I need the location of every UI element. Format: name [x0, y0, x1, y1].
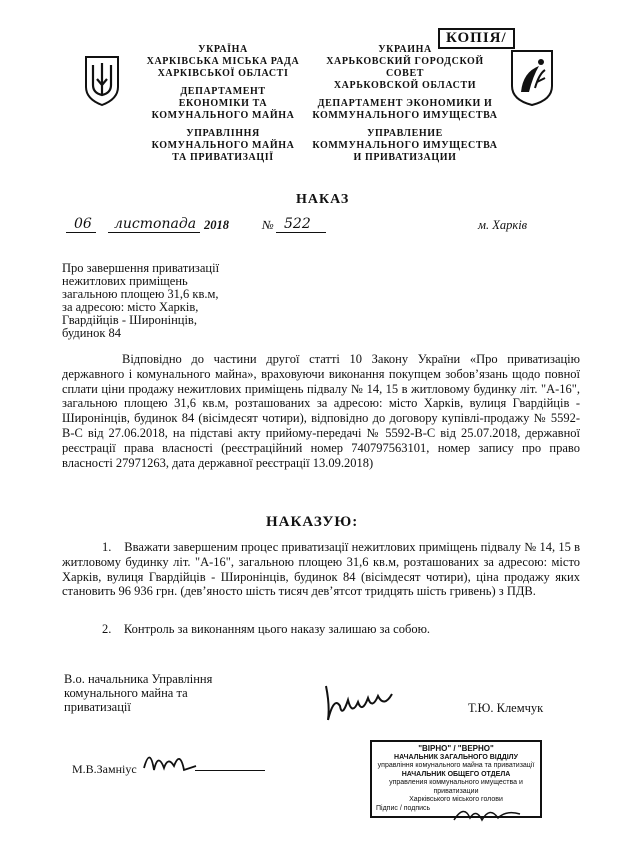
signatory-name: Т.Ю. Клемчук [468, 701, 544, 715]
kharkiv-coat-of-arms [509, 48, 555, 108]
order-title: НАКАЗ [296, 192, 350, 207]
number-prefix: № [262, 218, 274, 232]
ukraine-trident-emblem [83, 55, 121, 107]
subject-line: Гвардійців - Широнінців, [62, 313, 197, 327]
position-line: В.о. начальника Управління [64, 672, 213, 686]
stamp-line: Харківського міського голови [409, 796, 503, 803]
stamp-line: управления коммунального имущества и приватизации [389, 779, 523, 795]
date-day: 06 [74, 216, 92, 232]
subject-line: будинок 84 [62, 326, 122, 340]
order-subject [62, 262, 282, 340]
executor-name: М.В.Замніус [72, 762, 137, 776]
subject-line: за адресою: місто Харків, [62, 300, 199, 314]
header-left [138, 44, 308, 164]
order-item-2 [62, 622, 580, 637]
stamp-line: "ВІРНО" / "ВЕРНО" [418, 744, 494, 753]
header-line: КОМУНАЛЬНОГО МАЙНА [151, 140, 295, 151]
header-line: КОММУНАЛЬНОГО ИМУЩЕСТВА [312, 110, 498, 121]
subject-line: Про завершення приватизації [62, 261, 220, 275]
stamp-line: Підпис / подпись [376, 804, 431, 812]
signatory-position [64, 672, 284, 714]
header-line: ДЕПАРТАМЕНТ [180, 86, 266, 97]
header-line: КОМУНАЛЬНОГО МАЙНА [151, 110, 295, 121]
executor-signature [140, 740, 200, 780]
header-line: УКРАЇНА [198, 44, 248, 55]
item-number: 1. [102, 540, 112, 554]
preamble-paragraph: Відповідно до частини другої статті 10 Закону України «Про приватизацію державного і комунального майна», враховуючи виконання покупцем зобов’язань щодо повної сплати ціни продажу нежитлових приміщень підвалу № 14, 15 в житловому будинку літ. "А-16", загальною площею 31,6 кв.м, розташованих за адресою: місто Харків, вулиця Гвардійців - Широнінців, будинок 84 (вісімдесят чотири), відповідно до договору купівлі-продажу № 5592-В-С від 27.06.2018, на підставі акту прийому-передачі № 5592-В-С від 25.07.2018, державної реєстрації права власності (реєстраційний номер 740797563101, номер запису про право власності 27971263, дата державної реєстрації 13.09.2018) [62, 352, 580, 470]
header-line: ХАРКІВСЬКА МІСЬКА РАДА [146, 56, 300, 67]
stamp-signature [450, 800, 530, 830]
position-line: комунального майна та [64, 686, 188, 700]
header-line: КОММУНАЛЬНОГО ИМУЩЕСТВА [312, 140, 498, 151]
header-line: ХАРЬКОВСКИЙ ГОРОДСКОЙ [326, 56, 484, 67]
city: м. Харків [478, 218, 528, 232]
header-line: И ПРИВАТИЗАЦИИ [353, 152, 457, 163]
header-line: ЕКОНОМІКИ ТА [178, 98, 268, 109]
order-item-1 [62, 540, 580, 599]
stamp-line: НАЧАЛЬНИК ОБЩЕГО ОТДЕЛА [401, 770, 511, 778]
header-line: ТА ПРИВАТИЗАЦІЇ [172, 152, 274, 163]
copy-stamp: КОПІЯ/ [438, 28, 515, 49]
signature [318, 676, 408, 726]
position-line: приватизації [64, 700, 131, 714]
date-line [62, 216, 562, 238]
header-line: СОВЕТ [385, 68, 424, 79]
header-line: ДЕПАРТАМЕНТ ЭКОНОМИКИ И [317, 98, 493, 109]
subject-line: нежитлових приміщень [62, 274, 188, 288]
item-number: 2. [102, 622, 112, 636]
header-line: УПРАВЛІННЯ [186, 128, 260, 139]
header-right [300, 44, 510, 164]
subject-line: загальною площею 31,6 кв.м, [62, 287, 219, 301]
order-heading: НАКАЗУЮ: [266, 514, 359, 530]
header-line: ХАРКІВСЬКОЇ ОБЛАСТІ [157, 68, 289, 79]
date-year: 2018 [204, 218, 229, 232]
item-text: Контроль за виконанням цього наказу залишаю за собою. [123, 622, 431, 636]
date-month: листопада [114, 216, 197, 232]
header-line: УПРАВЛЕНИЕ [367, 128, 443, 139]
stamp-line: управління комунального майна та приватизації [377, 762, 535, 769]
item-text: Вважати завершеним процес приватизації нежитлових приміщень підвалу № 14, 15 в житловому будинку літ. "А-16", загальною площею 31,6 кв.м, розташованих за адресою: місто Харків, вулиця Гвардійців - Широнінців, будинок 84 (вісімдесят чотири), ціна продажу яких становить 96 936 грн. (дев’яносто шість тисяч дев’ятсот тридцять шість гривень) з ПДВ. [62, 540, 581, 599]
header-line: ХАРЬКОВСКОЙ ОБЛАСТИ [333, 80, 477, 91]
stamp-line: НАЧАЛЬНИК ЗАГАЛЬНОГО ВІДДІЛУ [394, 753, 518, 761]
header-line: УКРАИНА [378, 44, 432, 55]
order-number: 522 [284, 216, 311, 232]
